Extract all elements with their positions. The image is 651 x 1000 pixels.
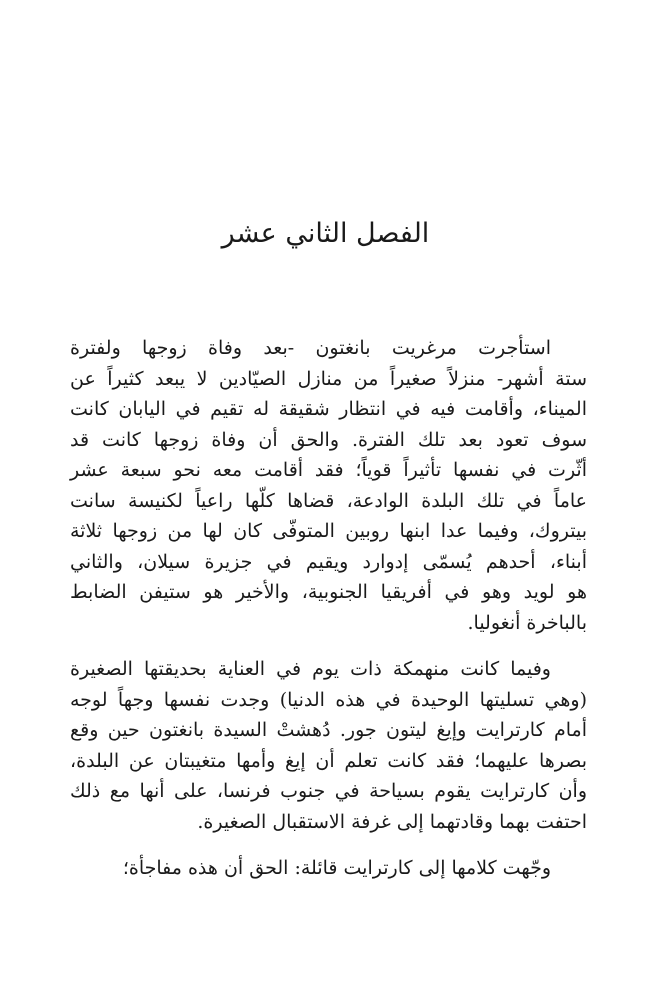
paragraph-1 [70, 333, 587, 638]
chapter-title: الفصل الثاني عشر [221, 218, 430, 249]
text-line: بالباخرة أنغوليا. [467, 611, 587, 634]
text-line: سوف تعود بعد تلك الفترة. والحق أن وفاة زوجها كانت قد [70, 428, 587, 451]
chapter-body [70, 333, 587, 900]
text-line: أثّرت في نفسها تأثيراً قوياً؛ فقد أقامت معه نحو سبعة عشر [70, 459, 587, 481]
text-line: استأجرت مرغريت بانغتون -بعد وفاة زوجها ولفترة [70, 337, 551, 359]
text-line: بيتروك، وفيما عدا ابنها روبين المتوفّى كان لها من زوجها ثلاثة [70, 520, 587, 542]
text-line: أبناء، أحدهم يُسمّى إدوارد ويقيم في جزيرة سيلان، والثاني [70, 550, 587, 573]
text-line: هو لويد وهو في أفريقيا الجنوبية، والأخير هو ستيفن الضابط [70, 581, 587, 603]
text-line: احتفت بهما وقادتهما إلى غرفة الاستقبال الصغيرة. [197, 810, 587, 833]
text-line: (وهي تسليتها الوحيدة في هذه الدنيا) وجدت نفسها وجهاً لوجه [70, 688, 587, 711]
text-line: ستة أشهر- منزلاً صغيراً من منازل الصيّادين لا يبعد كثيراً عن [70, 367, 587, 390]
text-line: بصرها عليهما؛ فقد كانت تعلم أن إيغ وأمها متغيبتان عن البلدة، [70, 749, 587, 772]
text-line: الميناء، وأقامت فيه في انتظار شقيقة له تقيم في اليابان كانت [70, 398, 587, 420]
text-line: وجّهت كلامها إلى كارترايت قائلة: الحق أن هذه مفاجأة؛ [122, 857, 551, 879]
text-line: وأن كارترايت يقوم بسياحة في جنوب فرنسا، على أنها مع ذلك [70, 780, 587, 802]
text-line: أمام كارترايت وإيغ ليتون جور. دُهشتْ السيدة بانغتون حين وقع [70, 719, 587, 741]
text-line: وفيما كانت منهمكة ذات يوم في العناية بحديقتها الصغيرة [70, 658, 551, 680]
paragraph-2 [70, 654, 587, 837]
text-line: عاماً في تلك البلدة الوادعة، قضاها كلّها راعياً لكنيسة سانت [70, 489, 587, 512]
paragraph-3 [70, 853, 587, 884]
